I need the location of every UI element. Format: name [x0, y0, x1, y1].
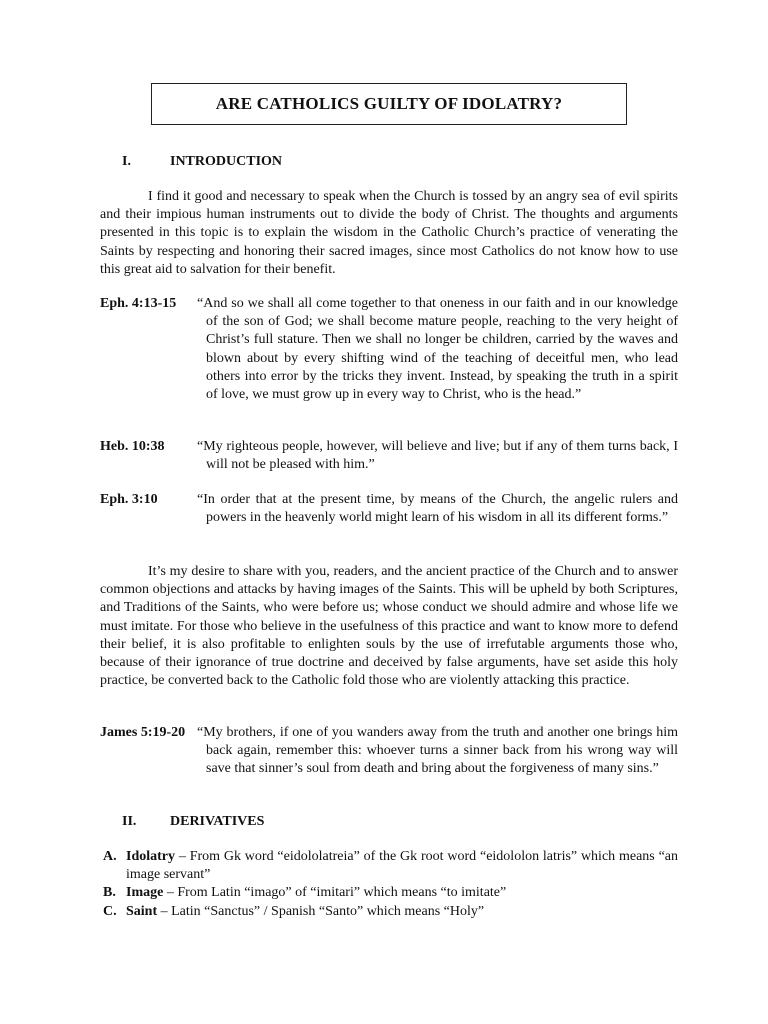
verse-text: “My righteous people, however, will believe and live; but if any of them turns back, I will not be pleased with him.” [197, 439, 678, 473]
dash: – [160, 903, 168, 919]
intro-paragraph: I find it good and necessary to speak when the Church is tossed by an angry sea of evil spirits and their impious human instruments out to divide the body of Christ. The thoughts and arguments presented in this topic is to explain the wisdom in the Catholic Church’s practice of venerating the Saints by respecting and honoring their sacred images, since most Catholics do not know how to use this great aid to salvation for their benefit. [100, 189, 678, 277]
list-item [100, 884, 678, 902]
verse-block [100, 491, 678, 527]
section-number: I. [122, 154, 131, 169]
derivative-term: Image [126, 885, 164, 901]
section-number: II. [122, 814, 137, 829]
derivative-term: Idolatry [126, 849, 175, 864]
list-letter: C. [103, 903, 117, 919]
verse-text: “In order that at the present time, by means of the Church, the angelic rulers and powers in the heavenly world might learn of his wisdom in all its different forms.” [197, 492, 678, 526]
verse-text: “And so we shall all come together to that oneness in our faith and in our knowledge of the son of God; we shall become mature people, reaching to the very height of Christ’s full stature. Then we shall no longer be children, carried by the waves and blown about by every shifting wind of the teaching of deceitful men, who lead others into error by the tricks they invent. Instead, by speaking the truth in a spirit of love, we must grow up in every way to Christ, who is the head.” [197, 296, 678, 403]
list-item [100, 848, 678, 884]
verse-reference: Eph. 3:10 [100, 492, 158, 507]
verse-reference: Eph. 4:13-15 [100, 296, 177, 311]
section-title: INTRODUCTION [170, 154, 283, 169]
list-item [100, 903, 678, 921]
document-title: ARE CATHOLICS GUILTY OF IDOLATRY? [151, 83, 627, 125]
derivatives-list [100, 848, 678, 921]
dash: – [178, 849, 186, 864]
desire-paragraph: It’s my desire to share with you, readers, and the ancient practice of the Church and to answer common objections and attacks by having images of the Saints. This will be upheld by both Scriptures, and Traditions of the Saints, who were before us; whose conduct we should admire and whose life we must imitate. For those who believe in the usefulness of this practice and want to know more to defend their belief, it is also profitable to enlighten souls by the use of irrefutable arguments those who, because of their ignorance of true doctrine and deceived by false arguments, have set aside this holy practice, be converted back to the Catholic fold those who are violently attacking this practice. [100, 564, 678, 689]
derivative-text: From Gk word “eidololatreia” of the Gk root word “eidololon latris” which means “an image servant” [126, 849, 679, 883]
verse-block [100, 724, 678, 779]
derivative-text: Latin “Sanctus” / Spanish “Santo” which means “Holy” [171, 903, 485, 919]
verse-block [100, 438, 678, 474]
verse-reference: James 5:19-20 [100, 725, 186, 740]
derivative-term: Saint [126, 903, 158, 919]
verse-block [100, 295, 678, 404]
verse-text: “My brothers, if one of you wanders away from the truth and another one brings him back again, remember this: whoever turns a sinner back from his wrong way will save that sinner’s soul from death and bring about the forgiveness of many sins.” [197, 725, 678, 777]
list-letter: B. [103, 885, 116, 901]
derivative-text: From Latin “imago” of “imitari” which means “to imitate” [177, 885, 507, 901]
section-title: DERIVATIVES [170, 814, 265, 829]
verse-reference: Heb. 10:38 [100, 439, 165, 454]
dash: – [166, 885, 174, 901]
list-letter: A. [103, 849, 117, 864]
